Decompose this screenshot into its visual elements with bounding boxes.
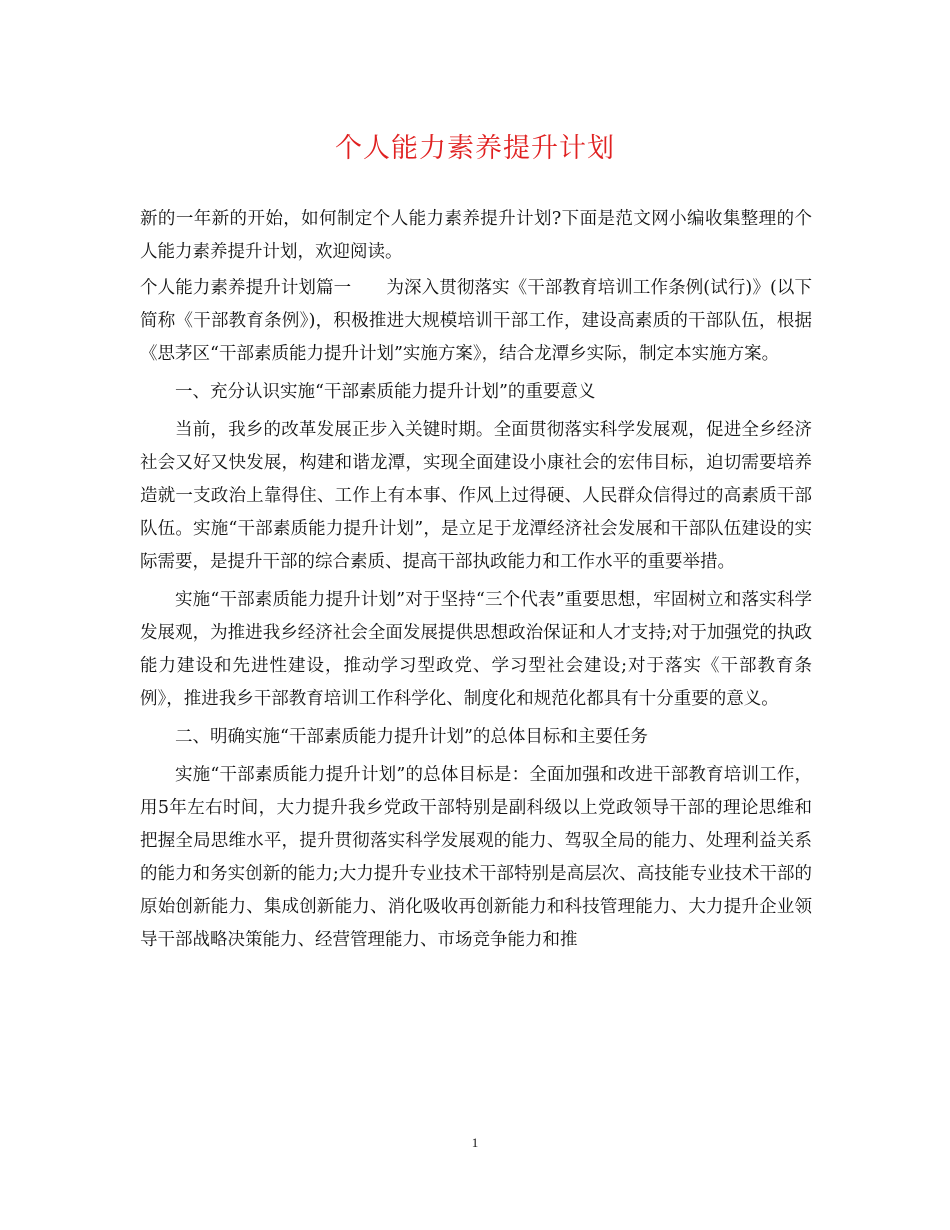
- paragraph-significance-2: 实施“干部素质能力提升计划”对于坚持“三个代表”重要思想，牢固树立和落实科学发展观，为推进我乡经济社会全面发展提供思想政治保证和人才支持;对于加强党的执政能力建设和先进性建设，推动学习型政党、学习型社会建设;对于落实《干部教育条例》，推进我乡干部教育培训工作科学化、制度化和规范化都具有十分重要的意义。: [140, 590, 812, 709]
- section-heading-1: 一、充分认识实施“干部素质能力提升计划”的重要意义: [175, 382, 596, 402]
- paragraph-goals: 实施“干部素质能力提升计划”的总体目标是：全面加强和改进干部教育培训工作，用5年左右时间，大力提升我乡党政干部特别是副科级以上党政领导干部的理论思维和把握全局思维水平，提升贯彻落实科学发展观的能力、驾驭全局的能力、处理利益关系的能力和务实创新的能力;大力提升专业技术干部特别是高层次、高技能专业技术干部的原始创新能力、集成创新能力、消化吸收再创新能力和科技管理能力、大力提升企业领导干部战略决策能力、经营管理能力、市场竞争能力和推: [140, 765, 812, 950]
- page-number: 1: [471, 1135, 479, 1150]
- document-body: [140, 203, 812, 962]
- paragraph-significance: 当前，我乡的改革发展正步入关键时期。全面贯彻落实科学发展观，促进全乡经济社会又好又快发展，构建和谐龙潭，实现全面建设小康社会的宏伟目标，迫切需要培养造就一支政治上靠得住、工作上有本事、作风上过得硬、人民群众信得过的高素质干部队伍。实施“干部素质能力提升计划”，是立足于龙潭经济社会发展和干部队伍建设的实际需要，是提升干部的综合素质、提高干部执政能力和工作水平的重要举措。: [140, 420, 812, 572]
- paragraph-plan-one: 个人能力素养提升计划篇一 为深入贯彻落实《干部教育培训工作条例(试行)》(以下简称《干部教育条例》)，积极推进大规模培训干部工作，建设高素质的干部队伍，根据《思茅区“干部素质能力提升计划”实施方案》，结合龙潭乡实际，制定本实施方案。: [140, 278, 812, 364]
- section-heading-2: 二、明确实施“干部素质能力提升计划”的总体目标和主要任务: [175, 727, 648, 747]
- document-title: 个人能力素养提升计划: [335, 133, 615, 164]
- paragraph-intro: 新的一年新的开始，如何制定个人能力素养提升计划?下面是范文网小编收集整理的个人能力素养提升计划，欢迎阅读。: [140, 209, 812, 262]
